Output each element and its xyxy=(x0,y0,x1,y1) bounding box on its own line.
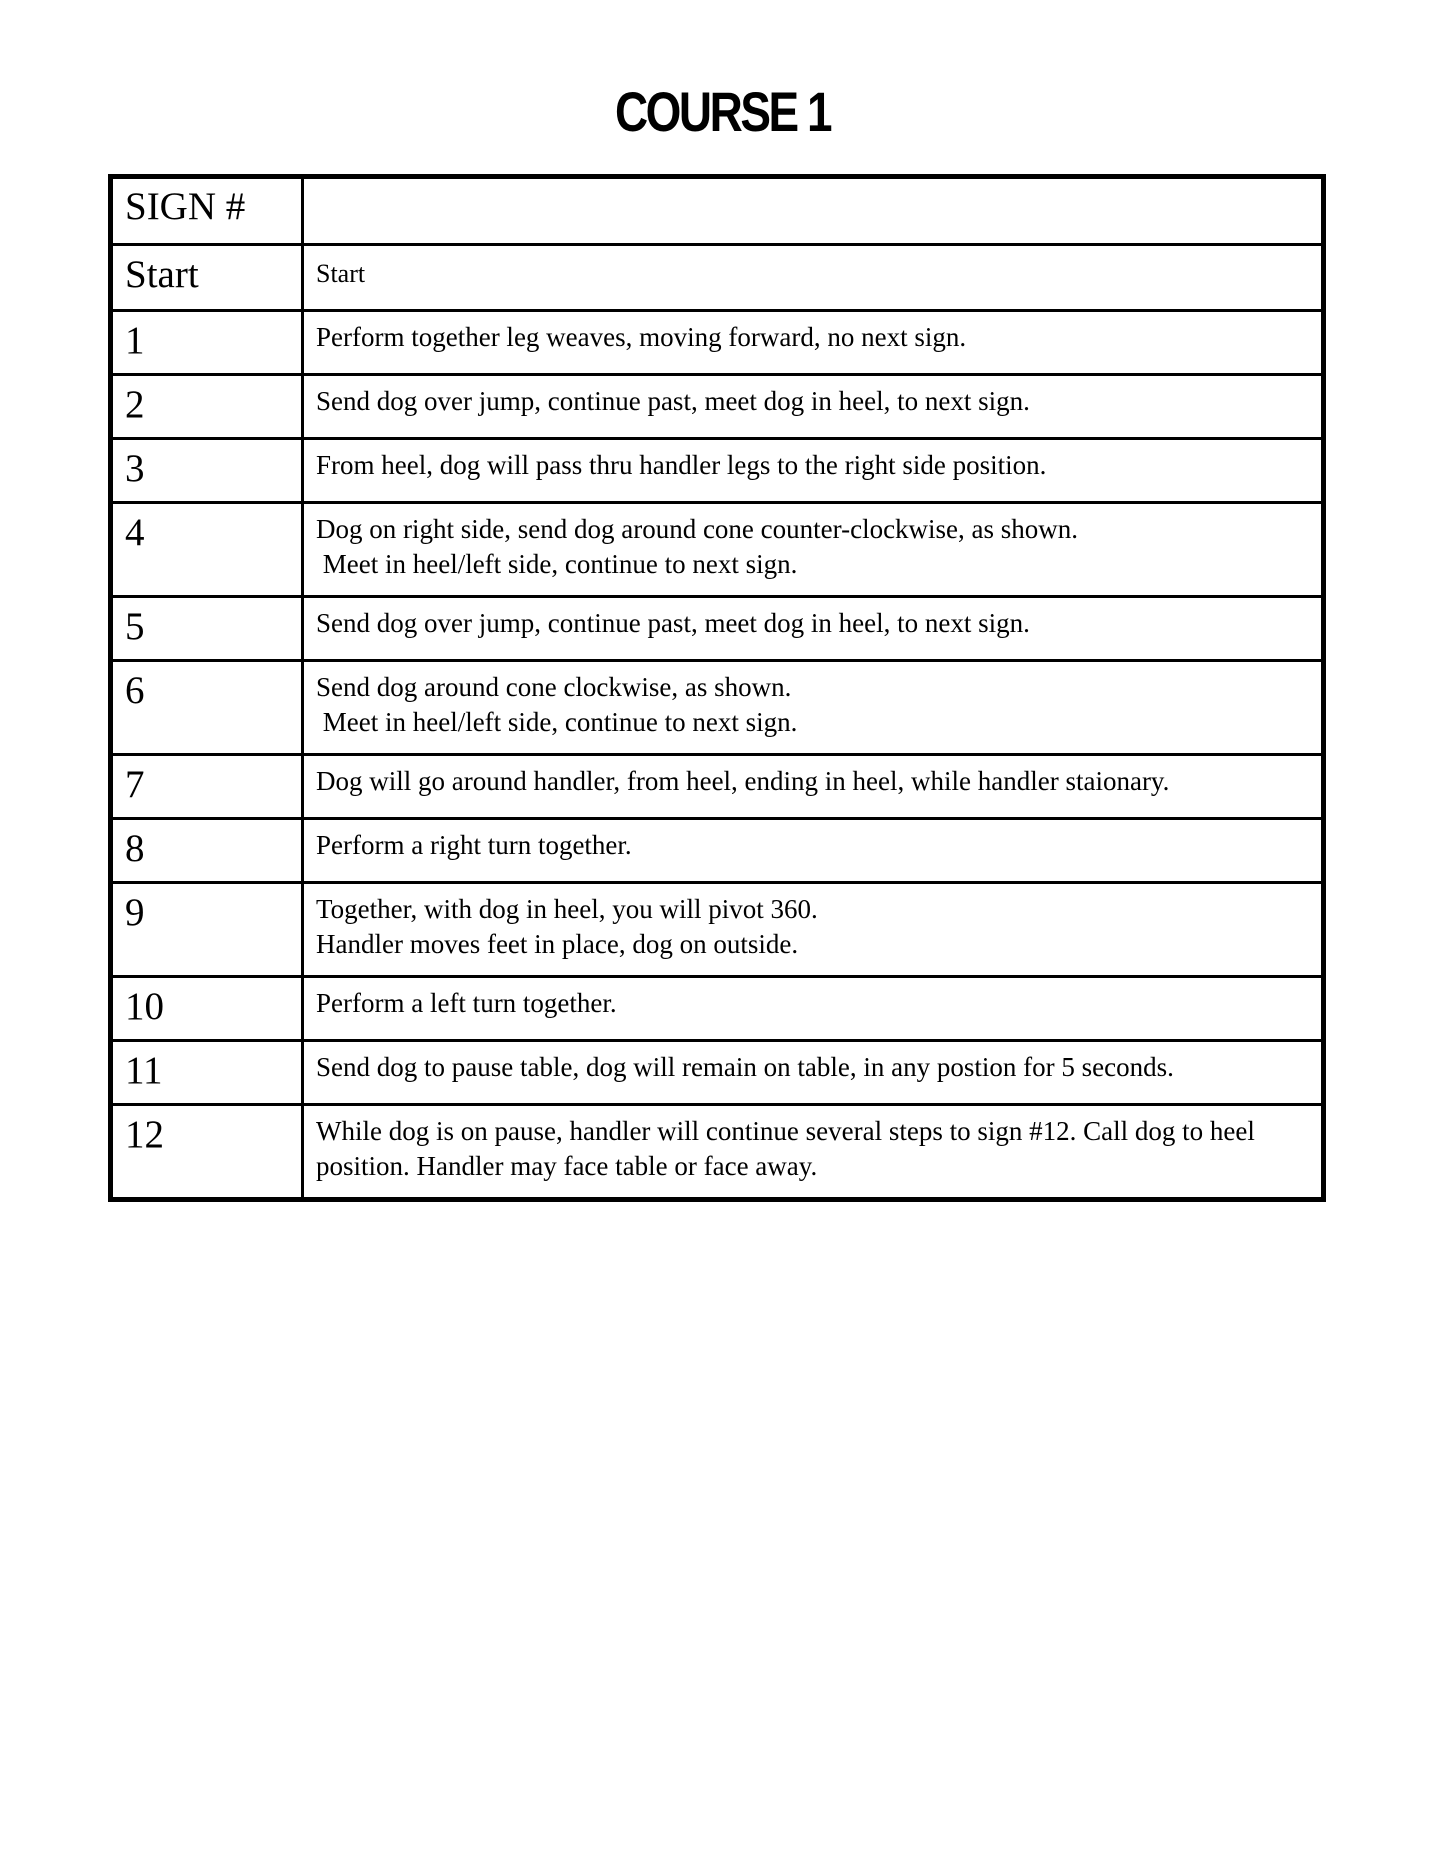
sign-number: 3 xyxy=(111,439,303,503)
table-row xyxy=(111,819,1324,883)
sign-number: 2 xyxy=(111,375,303,439)
sign-description xyxy=(303,245,1324,311)
description-line: Perform a right turn together. xyxy=(316,830,632,860)
sign-description xyxy=(303,439,1324,503)
sign-number: 1 xyxy=(111,311,303,375)
course-table xyxy=(108,174,1326,1202)
sign-description xyxy=(303,883,1324,977)
sign-description xyxy=(303,755,1324,819)
description-line: Dog will go around handler, from heel, ending in heel, while handler staionary. xyxy=(316,766,1170,796)
description-header xyxy=(303,177,1324,245)
table-header-row xyxy=(111,177,1324,245)
sign-number-header: SIGN # xyxy=(111,177,303,245)
table-row xyxy=(111,503,1324,597)
description-line: Meet in heel/left side, continue to next sign. xyxy=(316,549,798,579)
description-line: Together, with dog in heel, you will pivot 360. xyxy=(316,894,818,924)
description-line: While dog is on pause, handler will continue several steps to sign #12. Call dog to heel xyxy=(316,1116,1255,1146)
sign-number: 12 xyxy=(111,1105,303,1200)
sign-description xyxy=(303,375,1324,439)
description-line: Meet in heel/left side, continue to next sign. xyxy=(316,707,798,737)
sign-number: 10 xyxy=(111,977,303,1041)
sign-number: 9 xyxy=(111,883,303,977)
sign-description xyxy=(303,311,1324,375)
table-row xyxy=(111,311,1324,375)
table-row xyxy=(111,597,1324,661)
sign-number: 4 xyxy=(111,503,303,597)
description-line: Start xyxy=(316,259,366,288)
description-line: position. Handler may face table or face away. xyxy=(316,1151,818,1181)
table-row xyxy=(111,1105,1324,1200)
table-row xyxy=(111,1041,1324,1105)
sign-description xyxy=(303,1105,1324,1200)
sign-number: 8 xyxy=(111,819,303,883)
sign-description xyxy=(303,503,1324,597)
table-row xyxy=(111,375,1324,439)
description-line: Send dog over jump, continue past, meet dog in heel, to next sign. xyxy=(316,386,1030,416)
table-row xyxy=(111,661,1324,755)
sign-number: Start xyxy=(111,245,303,311)
page-title: COURSE 1 xyxy=(614,80,831,143)
sign-description xyxy=(303,819,1324,883)
sign-description xyxy=(303,597,1324,661)
sign-number: 7 xyxy=(111,755,303,819)
description-line: Perform a left turn together. xyxy=(316,988,617,1018)
sign-description xyxy=(303,977,1324,1041)
description-line: Send dog to pause table, dog will remain on table, in any postion for 5 seconds. xyxy=(316,1052,1174,1082)
description-line: Send dog around cone clockwise, as shown. xyxy=(316,672,792,702)
sign-number: 11 xyxy=(111,1041,303,1105)
table-row xyxy=(111,755,1324,819)
description-line: Perform together leg weaves, moving forward, no next sign. xyxy=(316,322,967,352)
sign-description xyxy=(303,661,1324,755)
description-line: From heel, dog will pass thru handler legs to the right side position. xyxy=(316,450,1047,480)
table-row xyxy=(111,977,1324,1041)
table-row xyxy=(111,439,1324,503)
table-row xyxy=(111,245,1324,311)
sign-description xyxy=(303,1041,1324,1105)
description-line: Send dog over jump, continue past, meet dog in heel, to next sign. xyxy=(316,608,1030,638)
table-row xyxy=(111,883,1324,977)
description-line: Dog on right side, send dog around cone counter-clockwise, as shown. xyxy=(316,514,1079,544)
sign-number: 6 xyxy=(111,661,303,755)
sign-number: 5 xyxy=(111,597,303,661)
description-line: Handler moves feet in place, dog on outside. xyxy=(316,929,799,959)
